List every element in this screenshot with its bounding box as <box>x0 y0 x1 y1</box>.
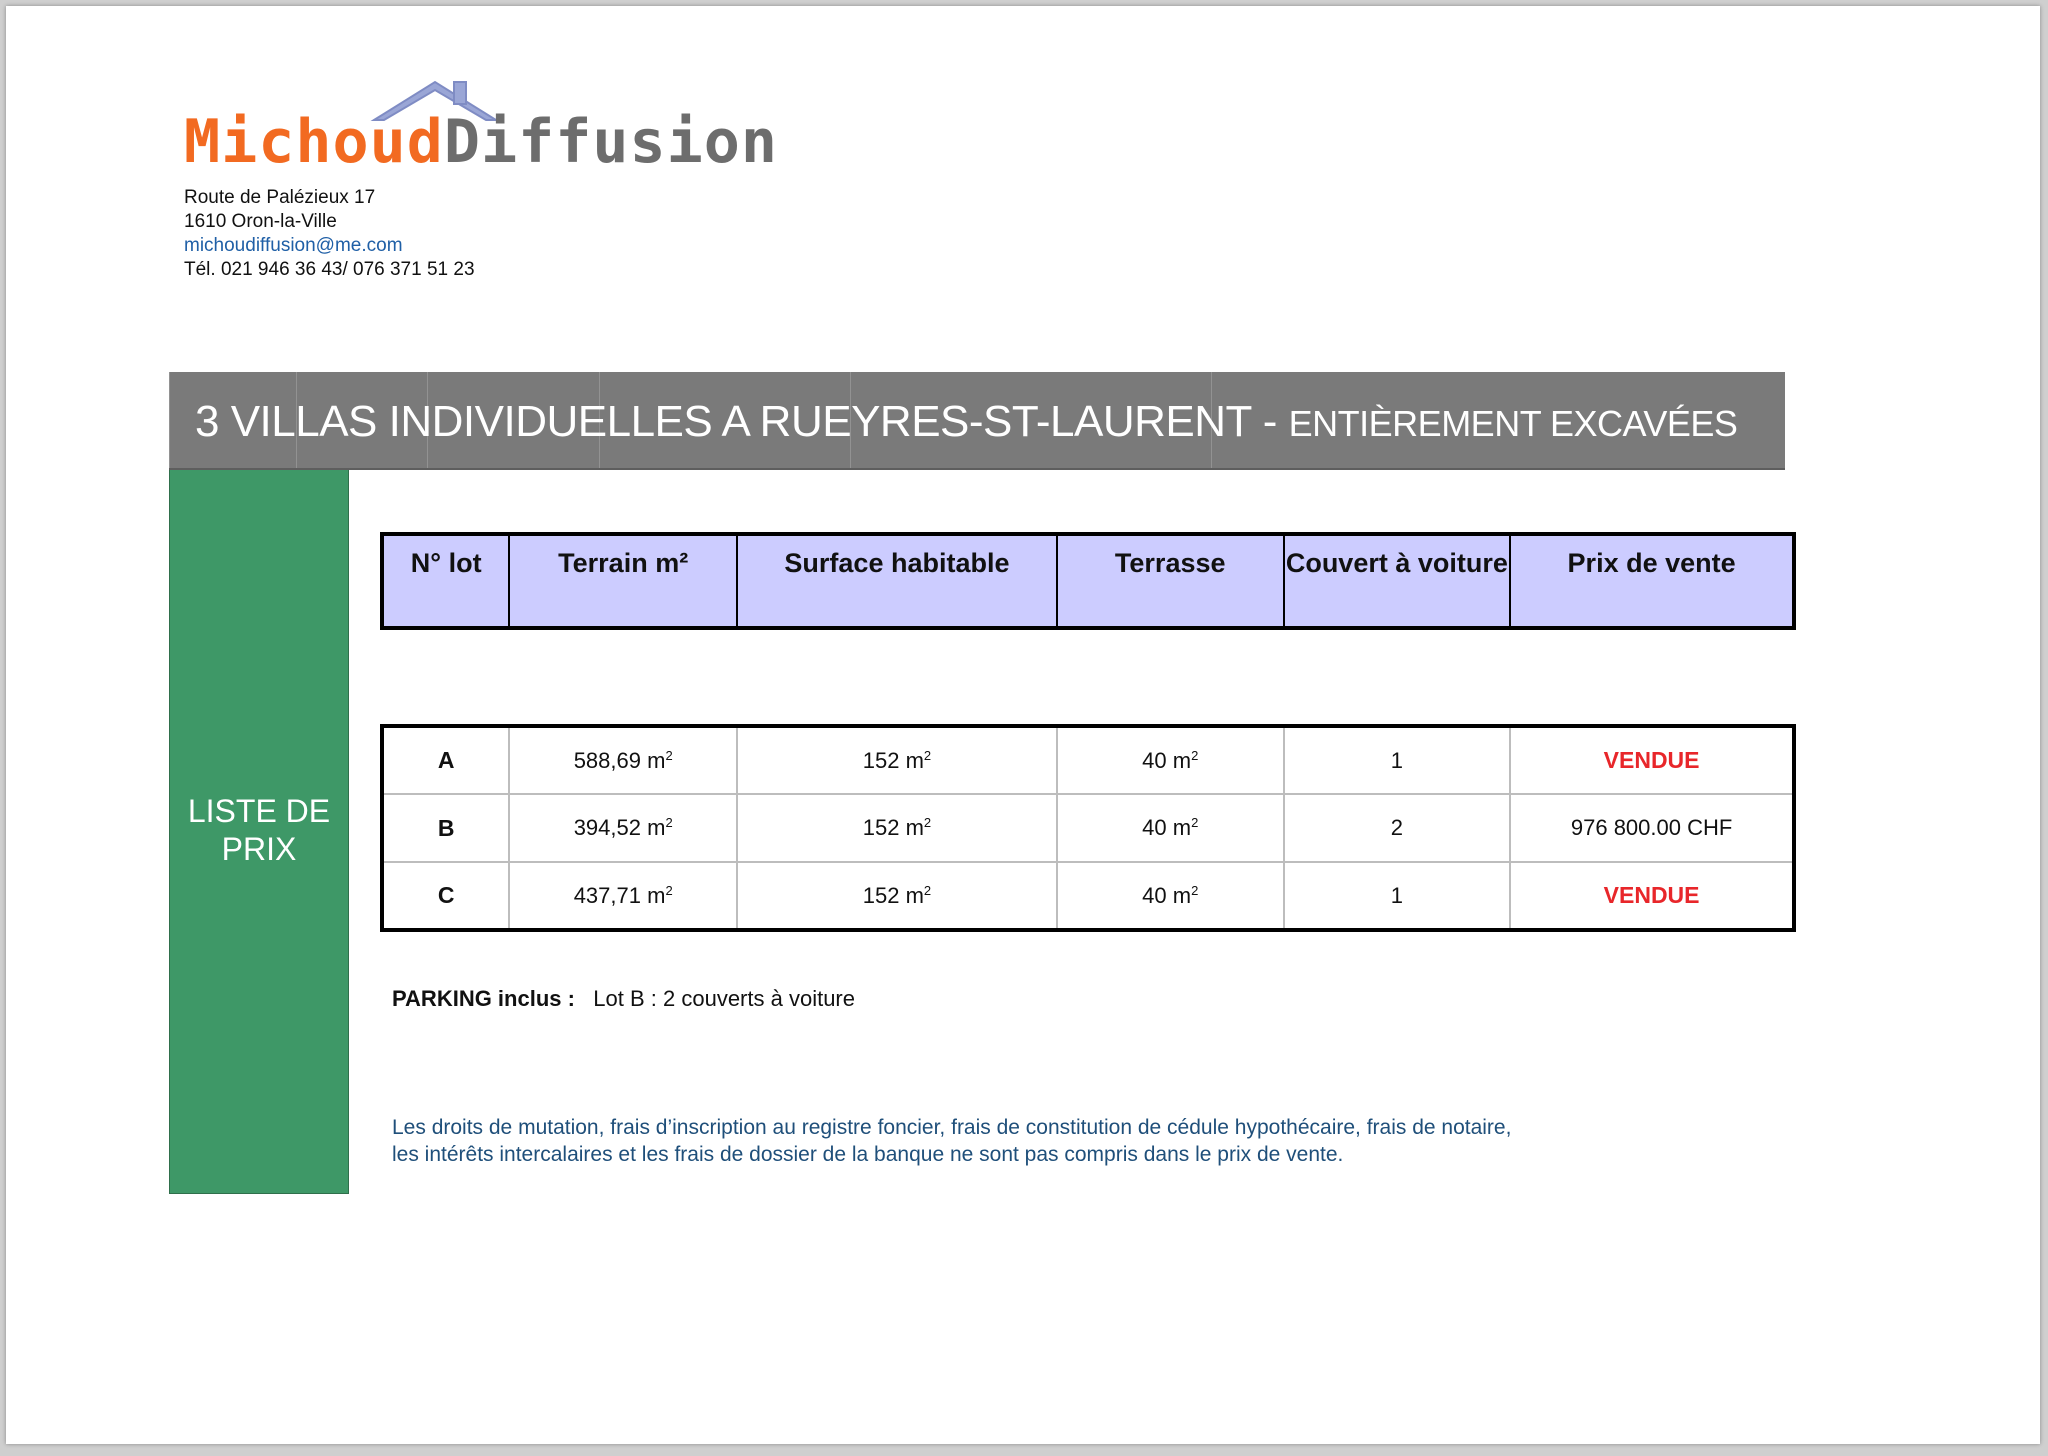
table-row <box>382 794 1794 862</box>
unit-exponent: 2 <box>665 747 673 763</box>
page-title-sub: ENTIÈREMENT EXCAVÉES <box>1288 403 1738 444</box>
price-table-body <box>380 724 1796 932</box>
parking-label: PARKING inclus : <box>392 986 575 1011</box>
cell-terrain <box>509 862 737 930</box>
unit-exponent: 2 <box>665 815 673 830</box>
cell-prix-sold: VENDUE <box>1510 726 1794 794</box>
unit-exponent: 2 <box>665 882 673 898</box>
parking-line <box>392 986 855 1012</box>
cell-lot: B <box>382 794 509 862</box>
cell-couvert: 1 <box>1284 726 1511 794</box>
cell-terrasse <box>1057 862 1284 930</box>
cell-lot: C <box>382 862 509 930</box>
document-page <box>6 6 2040 1444</box>
unit-exponent: 2 <box>1191 747 1199 763</box>
table-row <box>382 862 1794 930</box>
legal-notice-line1: Les droits de mutation, frais d’inscription au registre foncier, frais de constitution de cédule hypothécaire, frais de notaire, <box>392 1116 1512 1139</box>
page-title <box>195 398 1737 448</box>
side-label-column <box>169 470 349 1194</box>
cell-surface-value: 152 <box>862 747 900 773</box>
cell-terrain-value: 394,52 <box>573 815 641 840</box>
unit-exponent: 2 <box>923 747 932 763</box>
cell-surface <box>737 726 1057 794</box>
unit: m <box>1172 747 1192 773</box>
legal-notice <box>392 1114 1692 1168</box>
address-street: Route de Palézieux 17 <box>184 187 376 208</box>
cell-prix: 976 800.00 CHF <box>1510 794 1794 862</box>
page-title-main: 3 VILLAS INDIVIDUELLES A RUEYRES-ST-LAURENT - <box>195 397 1289 446</box>
table-row <box>382 726 1794 794</box>
company-address <box>184 186 475 282</box>
legal-notice-line2: les intérêts intercalaires et les frais de dossier de la banque ne sont pas compris dans le prix de vente. <box>392 1143 1344 1166</box>
banner-divider <box>169 372 170 468</box>
cell-surface <box>737 862 1057 930</box>
parking-text: Lot B : 2 couverts à voiture <box>593 986 855 1011</box>
address-email-link[interactable]: michoudiffusion@me.com <box>184 235 403 256</box>
unit: m <box>647 815 666 840</box>
unit: m <box>1172 882 1192 908</box>
unit: m <box>647 747 666 773</box>
side-label <box>170 792 348 868</box>
header-terrain: Terrain m² <box>509 534 737 628</box>
cell-terrain <box>509 726 737 794</box>
cell-terrasse <box>1057 726 1284 794</box>
unit-exponent: 2 <box>923 815 932 830</box>
logo-wordmark <box>184 107 778 177</box>
cell-surface <box>737 794 1057 862</box>
unit: m <box>905 747 924 773</box>
cell-couvert: 1 <box>1284 862 1511 930</box>
address-phone: Tél. 021 946 36 43/ 076 371 51 23 <box>184 259 475 280</box>
header-row <box>382 534 1794 628</box>
header-lot: N° lot <box>382 534 509 628</box>
unit: m <box>1172 815 1192 840</box>
address-city: 1610 Oron-la-Ville <box>184 211 337 232</box>
side-label-line1: LISTE DE <box>187 793 331 829</box>
cell-terrain <box>509 794 737 862</box>
cell-couvert: 2 <box>1284 794 1511 862</box>
header-terrasse: Terrasse <box>1057 534 1284 628</box>
cell-surface-value: 152 <box>862 882 900 908</box>
cell-surface-value: 152 <box>862 815 900 840</box>
unit-exponent: 2 <box>1191 815 1199 830</box>
cell-terrasse-value: 40 <box>1142 747 1167 773</box>
title-banner <box>169 372 1785 470</box>
header-prix: Prix de vente <box>1510 534 1794 628</box>
unit: m <box>647 882 666 908</box>
cell-terrasse-value: 40 <box>1142 815 1167 840</box>
company-logo <box>178 76 778 186</box>
logo-wordmark-part2: Diffusion <box>443 107 778 177</box>
side-label-line2: PRIX <box>221 831 297 867</box>
unit: m <box>905 815 924 840</box>
unit: m <box>905 882 924 908</box>
cell-lot: A <box>382 726 509 794</box>
cell-terrain-value: 437,71 <box>573 882 641 908</box>
unit-exponent: 2 <box>923 882 932 898</box>
cell-prix-sold: VENDUE <box>1510 862 1794 930</box>
unit-exponent: 2 <box>1191 882 1199 898</box>
header-surface: Surface habitable <box>737 534 1057 628</box>
cell-terrasse-value: 40 <box>1142 882 1167 908</box>
price-table-header <box>380 532 1796 630</box>
header-couvert: Couvert à voiture <box>1284 534 1511 628</box>
logo-wordmark-part1: Michoud <box>184 107 444 177</box>
cell-terrasse <box>1057 794 1284 862</box>
cell-terrain-value: 588,69 <box>573 747 641 773</box>
